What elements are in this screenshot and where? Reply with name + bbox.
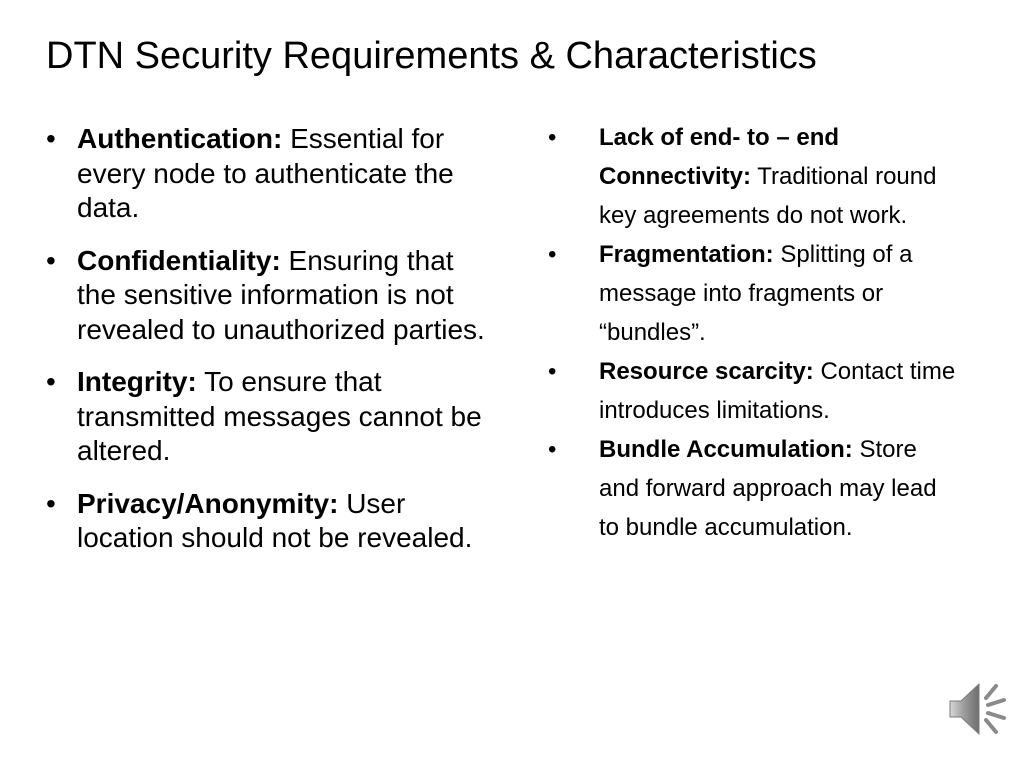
sound-wave [988,713,1004,718]
characteristic-term: Fragmentation: [599,241,774,268]
bullet: • [548,436,557,463]
requirements-list [46,122,496,574]
speaker-body [950,684,979,734]
bullet: • [46,123,56,154]
characteristic-term: Resource scarcity: [599,358,814,385]
characteristic-term: Bundle Accumulation: [599,436,853,463]
bullet: • [548,241,557,268]
requirement-term: Privacy/Anonymity: [77,487,339,519]
characteristic-description: Store and forward approach may lead to bundle accumulation. [599,436,937,541]
characteristic-term: Lack of end- to – end Connectivity: [599,124,840,190]
list-item [46,365,496,469]
bullet: • [46,487,56,519]
characteristic-description: Traditional round key agreements do not work. [599,163,937,229]
requirement-term: Authentication: [77,123,283,154]
list-item [46,122,496,226]
bullet: • [548,358,557,385]
list-item [548,118,958,235]
list-item [548,352,958,430]
bullet: • [46,366,56,397]
bullet: • [46,244,56,276]
list-item [548,430,958,547]
requirement-term: Confidentiality: [77,244,281,276]
sound-wave [988,700,1004,705]
sound-wave [986,686,996,698]
characteristic-description: Contact time introduces limitations. [599,358,956,424]
audio-button[interactable] [946,674,1016,744]
requirement-description: Essential for every node to authenticate the data. [77,123,454,223]
characteristic-description: Splitting of a message into fragments or “bundles”. [599,241,913,346]
characteristics-list [548,118,958,547]
bullet: • [548,124,557,151]
list-item [46,244,496,348]
speaker-icon [946,674,1016,744]
list-item [46,487,496,556]
requirement-description: User location should not be revealed. [77,487,473,553]
slide-title: DTN Security Requirements & Characteristics [46,35,817,77]
list-item [548,235,958,352]
requirement-description: To ensure that transmitted messages cannot be altered. [77,366,482,466]
requirement-description: Ensuring that the sensitive information is not revealed to unauthorized parties. [77,244,485,345]
requirement-term: Integrity: [77,366,197,397]
sound-wave [986,720,996,732]
